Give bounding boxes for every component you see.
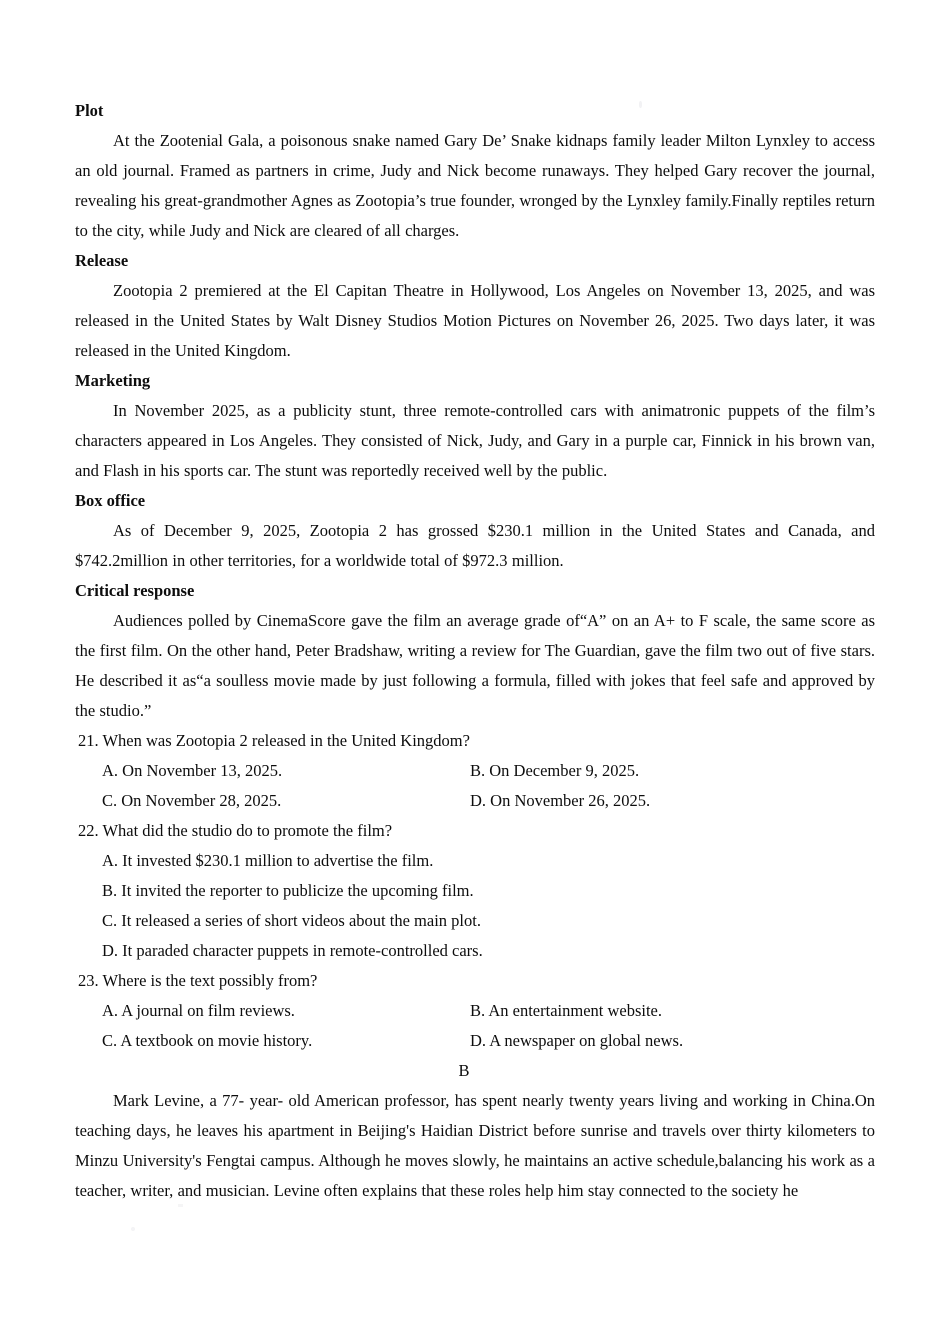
section-body-marketing: In November 2025, as a publicity stunt, three remote-controlled cars with animatronic puppets of the film’s characters appeared in Los Angeles. They consisted of Nick, Judy, and Gary in a purple car, Finnick in his brown van, and Flash in his sports car. The stunt was reportedly received well by the public. <box>75 401 875 480</box>
question-22-option-row-1 <box>75 846 875 876</box>
question-23-option-row-2 <box>75 1026 875 1056</box>
section-heading-box-office: Box office <box>75 491 146 510</box>
passage-b <box>75 1056 875 1206</box>
section-body-box-office: As of December 9, 2025, Zootopia 2 has grossed $230.1 million in the United States and Canada, and $742.2million in other territories, for a worldwide total of $972.3 million. <box>75 521 875 570</box>
section-body-critical-response: Audiences polled by CinemaScore gave the film an average grade of“A” on an A+ to F scale, the same score as the first film. On the other hand, Peter Bradshaw, writing a review for The Guardian, gave the film two out of five stars. He described it as“a soulless movie made by just following a formula, filled with jokes that feel safe and approved by the studio.” <box>75 611 875 720</box>
question-23-stem: 23. Where is the text possibly from? <box>78 971 318 990</box>
question-21 <box>75 726 875 816</box>
question-21-option-b[interactable]: B. On December 9, 2025. <box>470 761 640 780</box>
question-23-option-d[interactable]: D. A newspaper on global news. <box>470 1031 684 1050</box>
question-22-option-d[interactable]: D. It paraded character puppets in remote-controlled cars. <box>102 941 483 960</box>
page-content <box>75 96 875 1206</box>
question-21-option-c[interactable]: C. On November 28, 2025. <box>102 791 282 810</box>
question-21-option-d[interactable]: D. On November 26, 2025. <box>470 791 651 810</box>
section-heading-marketing: Marketing <box>75 371 151 390</box>
section-heading-critical-response: Critical response <box>75 581 195 600</box>
question-21-option-row-1 <box>75 756 875 786</box>
question-22 <box>75 816 875 966</box>
question-21-option-row-2 <box>75 786 875 816</box>
question-21-stem: 21. When was Zootopia 2 released in the United Kingdom? <box>78 731 470 750</box>
section-heading-plot: Plot <box>75 101 104 120</box>
passage-a <box>75 96 875 726</box>
scan-artifact-icon <box>131 1227 135 1231</box>
section-body-plot: At the Zootenial Gala, a poisonous snake named Gary De’ Snake kidnaps family leader Milton Lynxley to access an old journal. Framed as partners in crime, Judy and Nick become runaways. They helped Gary recover the journal, revealing his great-grandmother Agnes as Zootopia’s true founder, wronged by the Lynxley family.Finally reptiles return to the city, while Judy and Nick are cleared of all charges. <box>75 131 875 240</box>
question-23-option-a[interactable]: A. A journal on film reviews. <box>102 1001 295 1020</box>
question-23-option-c[interactable]: C. A textbook on movie history. <box>102 1031 313 1050</box>
section-heading-release: Release <box>75 251 129 270</box>
section-body-release: Zootopia 2 premiered at the El Capitan Theatre in Hollywood, Los Angeles on November 13, 2025, and was released in the United States by Walt Disney Studios Motion Pictures on November 26, 2025. Two days later, it was released in the United Kingdom. <box>75 281 875 360</box>
question-22-option-b[interactable]: B. It invited the reporter to publicize the upcoming film. <box>102 881 474 900</box>
passage-b-label: B <box>458 1061 470 1080</box>
question-22-option-a[interactable]: A. It invested $230.1 million to advertise the film. <box>102 851 434 870</box>
question-23-option-row-1 <box>75 996 875 1026</box>
question-21-option-a[interactable]: A. On November 13, 2025. <box>102 761 283 780</box>
question-22-option-row-2 <box>75 876 875 906</box>
question-23 <box>75 966 875 1056</box>
question-22-stem: 22. What did the studio do to promote the film? <box>78 821 393 840</box>
question-23-option-b[interactable]: B. An entertainment website. <box>470 1001 662 1020</box>
passage-b-body: Mark Levine, a 77- year- old American professor, has spent nearly twenty years living and working in China.On teaching days, he leaves his apartment in Beijing's Haidian District before sunrise and travels over thirty kilometers to Minzu University's Fengtai campus. Although he moves slowly, he maintains an active schedule,balancing his work as a teacher, writer, and musician. Levine often explains that these roles help him stay connected to the society he <box>75 1091 875 1200</box>
question-22-option-c[interactable]: C. It released a series of short videos about the main plot. <box>102 911 481 930</box>
question-22-option-row-4 <box>75 936 875 966</box>
question-22-option-row-3 <box>75 906 875 936</box>
